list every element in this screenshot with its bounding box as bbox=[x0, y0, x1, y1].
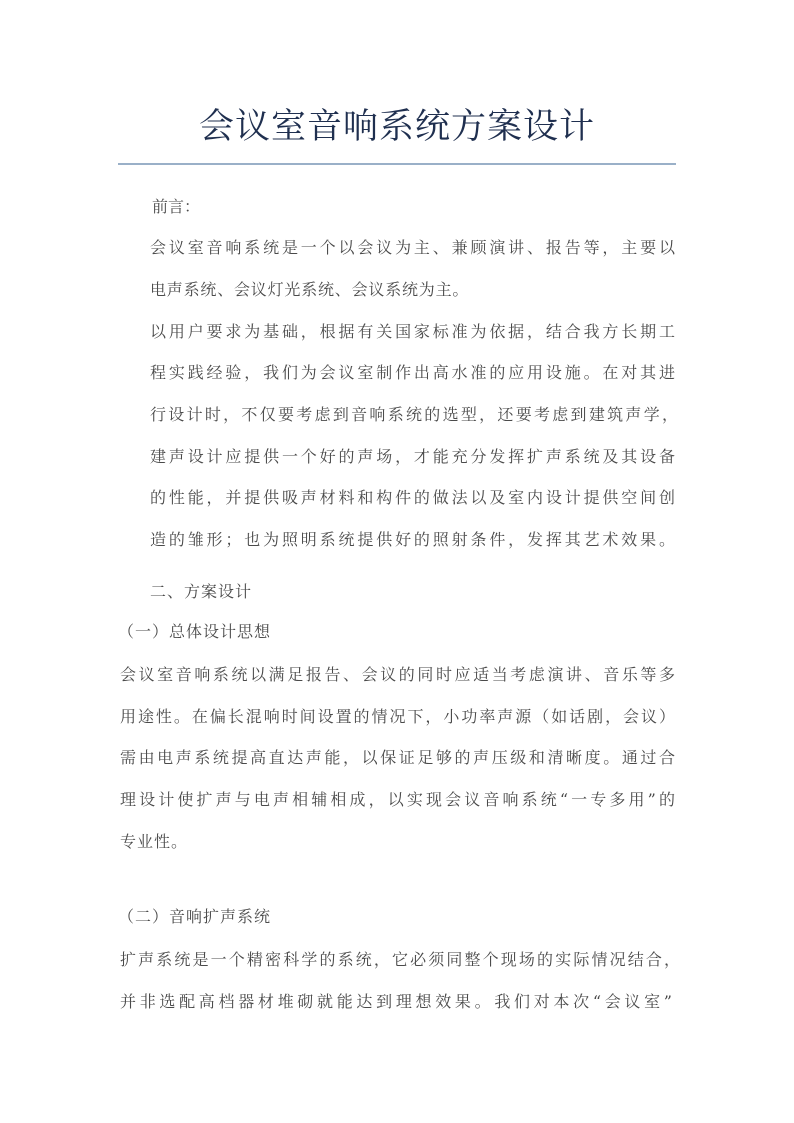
paragraph-line: 程实践经验，我们为会议室制作出高水准的应用设施。在对其进 bbox=[150, 363, 675, 382]
section-heading: 二、方案设计 bbox=[150, 582, 253, 601]
document-title: 会议室音响系统方案设计 bbox=[198, 107, 595, 147]
paragraph-line: 电声系统、会议灯光系统、会议系统为主。 bbox=[150, 280, 470, 299]
paragraph-line: 需由电声系统提高直达声能，以保证足够的声压级和清晰度。通过合 bbox=[120, 748, 675, 767]
paragraph-line: 专业性。 bbox=[120, 832, 189, 851]
subsection-heading: （一）总体设计思想 bbox=[118, 622, 272, 641]
subsection-heading: （二）音响扩声系统 bbox=[118, 907, 272, 926]
paragraph-line: 的性能，并提供吸声材料和构件的做法以及室内设计提供空间创 bbox=[150, 488, 675, 507]
paragraph-line: 会议室音响系统以满足报告、会议的同时应适当考虑演讲、音乐等多 bbox=[120, 665, 675, 684]
paragraph-line: 用途性。在偏长混响时间设置的情况下，小功率声源（如话剧，会议） bbox=[120, 707, 675, 726]
paragraph-line: 以用户要求为基础，根据有关国家标准为依据，结合我方长期工 bbox=[150, 322, 675, 341]
paragraph-line: 扩声系统是一个精密科学的系统，它必须同整个现场的实际情况结合， bbox=[120, 950, 680, 969]
title-divider bbox=[118, 163, 676, 165]
paragraph-line: 造的雏形；也为照明系统提供好的照射条件，发挥其艺术效果。 bbox=[150, 530, 675, 549]
paragraph-line: 行设计时，不仅要考虑到音响系统的选型，还要考虑到建筑声学， bbox=[150, 405, 678, 424]
paragraph-line: 会议室音响系统是一个以会议为主、兼顾演讲、报告等，主要以 bbox=[150, 238, 675, 257]
paragraph-line: 理设计使扩声与电声相辅相成，以实现会议音响系统“一专多用”的 bbox=[120, 790, 675, 809]
paragraph-line: 并非选配高档器材堆砌就能达到理想效果。我们对本次“会议室” bbox=[120, 992, 672, 1011]
preface-label: 前言： bbox=[152, 197, 201, 216]
paragraph-line: 建声设计应提供一个好的声场，才能充分发挥扩声系统及其设备 bbox=[150, 447, 675, 466]
